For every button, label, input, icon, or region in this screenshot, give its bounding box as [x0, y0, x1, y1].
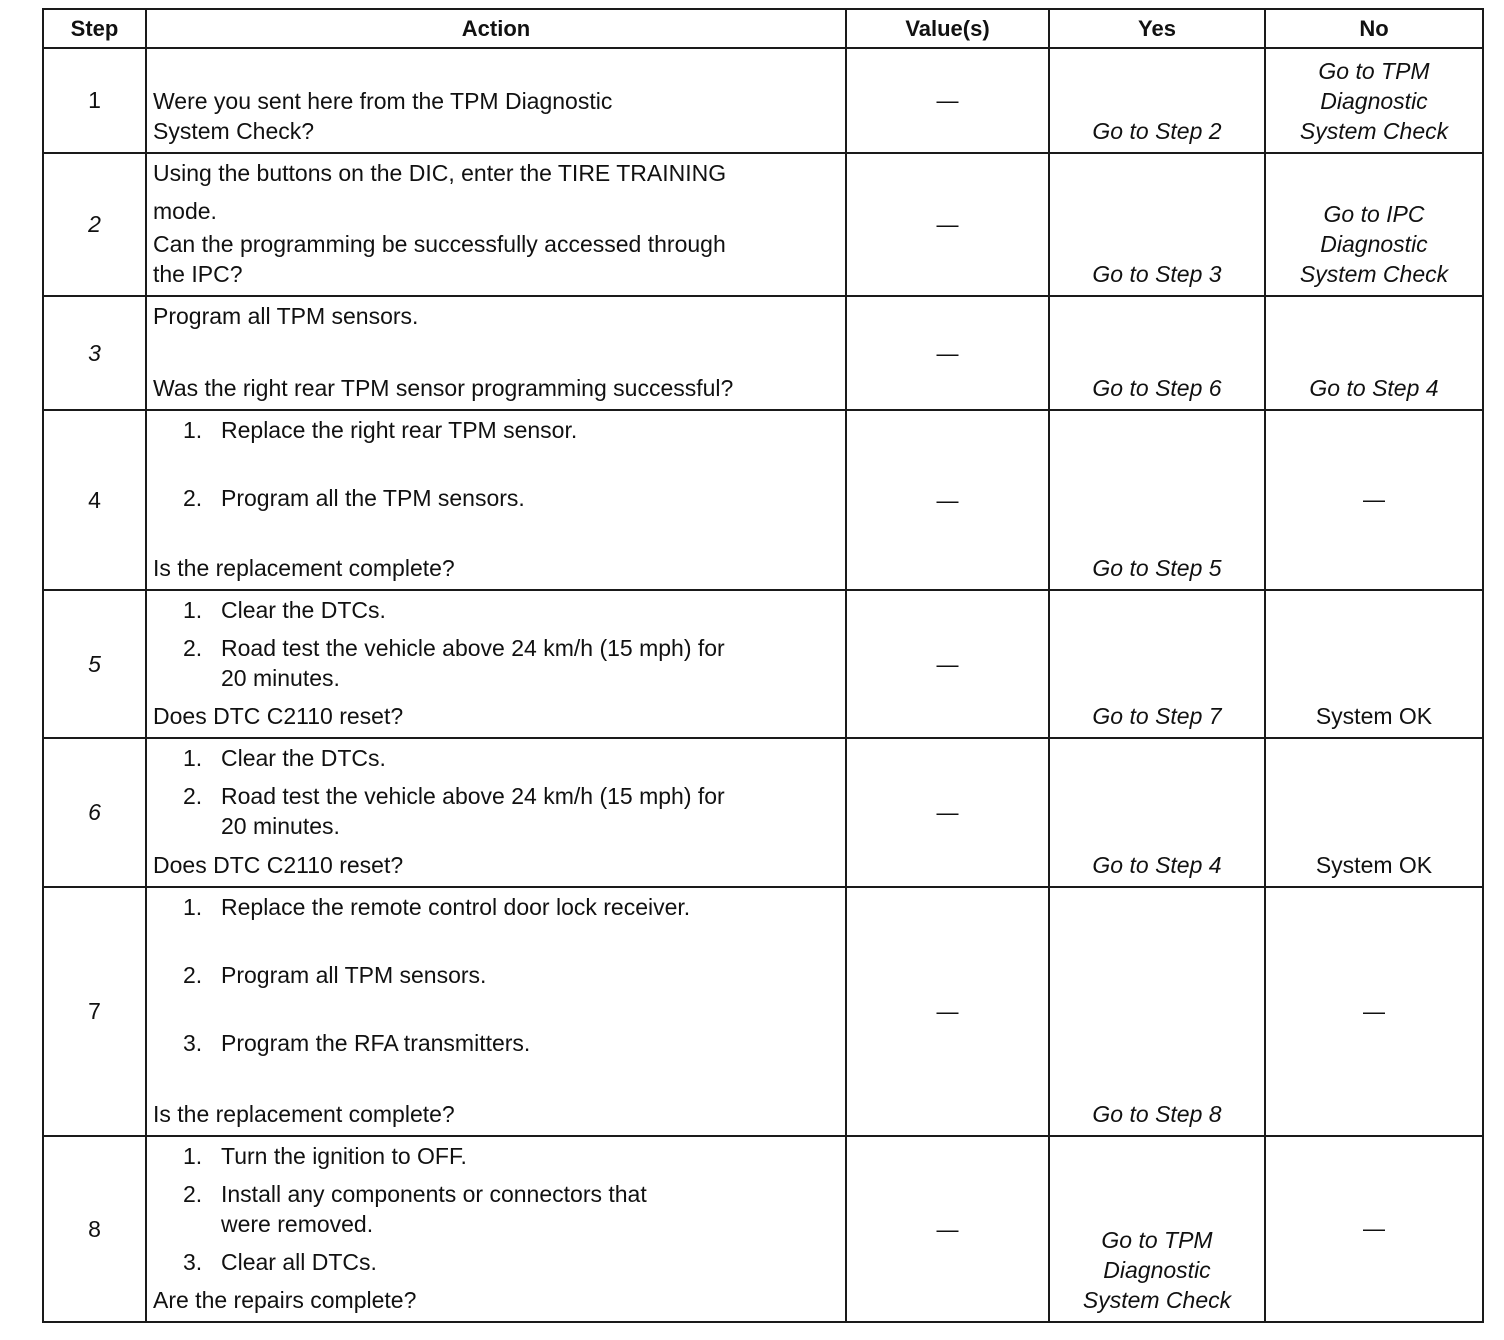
yes-content [1050, 411, 1264, 589]
yes-cell [1049, 887, 1265, 1136]
action-step [153, 415, 839, 445]
no-content [1266, 297, 1482, 409]
action-text: Using the buttons on the DIC, enter the TIRE TRAINING [153, 160, 727, 186]
yes-link[interactable]: System Check [1082, 1287, 1232, 1313]
action-top [153, 158, 839, 226]
value-cell [846, 590, 1049, 738]
header-row [43, 9, 1483, 48]
value-text: — [936, 88, 959, 113]
value-text: — [936, 340, 959, 366]
header-no: No [1265, 9, 1483, 48]
no-content [1266, 888, 1482, 1135]
step-number: 1 [88, 87, 101, 113]
step-cell [43, 153, 146, 296]
action-question [153, 373, 839, 403]
action-cell [146, 887, 846, 1136]
action-step-line [153, 1028, 839, 1058]
yes-cell [1049, 410, 1265, 590]
yes-cell [1049, 153, 1265, 296]
no-text: — [1363, 487, 1385, 512]
action-top [153, 892, 839, 1058]
yes-link[interactable]: Go to Step 2 [1092, 118, 1222, 144]
no-link[interactable]: System Check [1299, 261, 1449, 287]
action-step [153, 1179, 839, 1239]
value-text: — [936, 651, 959, 677]
table-row [43, 1136, 1483, 1322]
step-number: 8 [88, 1215, 101, 1242]
yes-cell [1049, 48, 1265, 153]
action-step-line [153, 1247, 839, 1277]
step-index: 1. [183, 597, 203, 623]
action-text: Is the replacement complete? [153, 1101, 455, 1127]
action-step [153, 1028, 839, 1058]
value-cell [846, 296, 1049, 410]
step-text: Road test the vehicle above 24 km/h (15 mph) for [221, 783, 725, 809]
action-step-line [153, 781, 839, 811]
header-yes: Yes [1049, 9, 1265, 48]
action-text: Can the programming be successfully accessed through [153, 231, 726, 257]
value-cell [846, 153, 1049, 296]
yes-cell [1049, 296, 1265, 410]
action-content [147, 154, 845, 295]
step-index: 2. [183, 962, 203, 988]
no-cell [1265, 590, 1483, 738]
diagnostic-table [42, 8, 1484, 1323]
action-top [153, 301, 839, 331]
step-cell [43, 410, 146, 590]
yes-cell [1049, 590, 1265, 738]
action-content [147, 888, 845, 1135]
value-text: — [936, 800, 959, 825]
step-text: 20 minutes. [221, 813, 340, 839]
action-step-line [153, 1141, 839, 1171]
step-cell [43, 887, 146, 1136]
step-index: 3. [183, 1249, 203, 1275]
action-text: Is the replacement complete? [153, 555, 455, 581]
action-text: Were you sent here from the TPM Diagnostic [153, 88, 613, 114]
step-text: Program the RFA transmitters. [221, 1030, 531, 1056]
no-content [1266, 49, 1482, 152]
action-text: Does DTC C2110 reset? [153, 852, 404, 878]
value-text: — [936, 212, 959, 237]
table-row [43, 296, 1483, 410]
yes-content [1050, 739, 1264, 886]
no-link[interactable]: Go to Step 4 [1309, 375, 1439, 401]
action-step-line [153, 1179, 839, 1209]
step-text: Clear all DTCs. [221, 1249, 377, 1275]
step-number: 3 [88, 339, 101, 366]
step-index: 2. [183, 635, 203, 661]
value-text: — [936, 999, 959, 1024]
header-values: Value(s) [846, 9, 1049, 48]
step-text: Program all TPM sensors. [221, 962, 487, 988]
step-index: 3. [183, 1030, 203, 1056]
action-step [153, 781, 839, 841]
no-content [1266, 739, 1482, 886]
step-index: 1. [183, 417, 203, 443]
table-row [43, 738, 1483, 887]
action-text: Does DTC C2110 reset? [153, 703, 404, 729]
yes-content [1050, 154, 1264, 295]
value-cell [846, 48, 1049, 153]
yes-content [1050, 591, 1264, 737]
table-row [43, 48, 1483, 153]
step-text: Replace the remote control door lock receiver. [221, 894, 691, 920]
step-number: 6 [88, 799, 101, 825]
step-number: 4 [88, 486, 101, 513]
action-top [153, 743, 839, 841]
step-text: Program all the TPM sensors. [221, 485, 525, 511]
yes-link[interactable]: Go to Step 7 [1092, 703, 1222, 729]
action-cell [146, 48, 846, 153]
step-index: 1. [183, 894, 203, 920]
step-cell [43, 590, 146, 738]
step-index: 1. [183, 745, 203, 771]
action-top [153, 1141, 839, 1277]
value-cell [846, 410, 1049, 590]
yes-link[interactable]: Diagnostic [1103, 1257, 1211, 1283]
value-cell [846, 1136, 1049, 1322]
no-link[interactable]: System Check [1299, 118, 1449, 144]
action-cell [146, 590, 846, 738]
header-action: Action [146, 9, 846, 48]
no-cell [1265, 887, 1483, 1136]
no-cell [1265, 153, 1483, 296]
no-cell [1265, 48, 1483, 153]
value-text: — [936, 487, 959, 513]
no-link[interactable]: Diagnostic [1320, 231, 1428, 257]
step-text: Install any components or connectors that [221, 1181, 647, 1207]
action-text: mode. [153, 198, 217, 224]
step-text: Replace the right rear TPM sensor. [221, 417, 578, 443]
table-row [43, 887, 1483, 1136]
action-step [153, 1141, 839, 1171]
action-top [153, 415, 839, 513]
action-text: System Check? [153, 118, 315, 144]
action-question [153, 86, 839, 146]
step-text: Clear the DTCs. [221, 597, 386, 623]
action-step-line [153, 960, 839, 990]
action-step-line [153, 663, 839, 693]
action-content [147, 1137, 845, 1321]
no-link[interactable]: Go to IPC [1323, 201, 1425, 227]
yes-link[interactable]: Go to Step 8 [1092, 1101, 1222, 1127]
no-link[interactable]: Go to TPM [1318, 58, 1430, 84]
action-step [153, 743, 839, 773]
yes-link[interactable]: Go to Step 3 [1092, 261, 1222, 287]
no-text: System OK [1315, 703, 1433, 729]
action-content [147, 739, 845, 886]
action-step-line [153, 415, 839, 445]
step-index: 1. [183, 1143, 203, 1169]
yes-link[interactable]: Go to TPM [1101, 1227, 1213, 1253]
step-text: Road test the vehicle above 24 km/h (15 mph) for [221, 635, 725, 661]
action-cell [146, 296, 846, 410]
no-cell [1265, 296, 1483, 410]
step-cell [43, 738, 146, 887]
action-step [153, 1247, 839, 1277]
value-text: — [936, 1216, 959, 1242]
yes-cell [1049, 1136, 1265, 1322]
action-step-line [153, 1209, 839, 1239]
no-content [1266, 411, 1482, 589]
action-content [147, 297, 845, 409]
action-question [153, 229, 839, 289]
action-question [153, 1285, 839, 1315]
step-cell [43, 1136, 146, 1322]
no-cell [1265, 738, 1483, 887]
no-text: — [1363, 998, 1385, 1024]
step-text: Turn the ignition to OFF. [221, 1143, 467, 1169]
action-text: Was the right rear TPM sensor programming successful? [153, 375, 734, 401]
value-cell [846, 738, 1049, 887]
yes-content [1050, 888, 1264, 1135]
step-number: 7 [88, 998, 101, 1024]
action-top [153, 595, 839, 693]
action-cell [146, 738, 846, 887]
step-text: Clear the DTCs. [221, 745, 386, 771]
step-number: 5 [88, 650, 101, 677]
table-row [43, 590, 1483, 738]
action-question [153, 701, 839, 731]
step-index: 2. [183, 783, 203, 809]
action-text: the IPC? [153, 261, 243, 287]
table-body [43, 48, 1483, 1322]
header-step: Step [43, 9, 146, 48]
action-step [153, 633, 839, 693]
action-question [153, 850, 839, 880]
no-content [1266, 1137, 1482, 1321]
no-link[interactable]: Diagnostic [1320, 88, 1428, 114]
action-content [147, 49, 845, 152]
no-text: System OK [1315, 852, 1433, 878]
yes-link[interactable]: Go to Step 6 [1092, 375, 1222, 401]
table-row [43, 153, 1483, 296]
step-text: were removed. [221, 1211, 374, 1237]
no-cell [1265, 1136, 1483, 1322]
action-step-line [153, 633, 839, 663]
action-content [147, 591, 845, 737]
action-step-line [153, 811, 839, 841]
step-cell [43, 48, 146, 153]
action-cell [146, 1136, 846, 1322]
action-text: Program all TPM sensors. [153, 303, 419, 329]
step-index: 2. [183, 485, 203, 511]
step-cell [43, 296, 146, 410]
action-step [153, 960, 839, 990]
action-question [153, 1099, 839, 1129]
action-question [153, 553, 839, 583]
no-cell [1265, 410, 1483, 590]
yes-content [1050, 1137, 1264, 1321]
action-step [153, 483, 839, 513]
action-step [153, 892, 839, 922]
table-row [43, 410, 1483, 590]
yes-content [1050, 297, 1264, 409]
action-text: Are the repairs complete? [153, 1287, 417, 1313]
action-step-line [153, 743, 839, 773]
action-step-line [153, 892, 839, 922]
no-content [1266, 591, 1482, 737]
step-text: 20 minutes. [221, 665, 340, 691]
action-step-line [153, 595, 839, 625]
yes-cell [1049, 738, 1265, 887]
no-text: — [1363, 1216, 1385, 1241]
action-cell [146, 153, 846, 296]
value-cell [846, 887, 1049, 1136]
action-step-line [153, 483, 839, 513]
action-content [147, 411, 845, 589]
no-content [1266, 154, 1482, 295]
yes-link[interactable]: Go to Step 4 [1092, 852, 1222, 878]
action-step [153, 595, 839, 625]
step-index: 2. [183, 1181, 203, 1207]
yes-link[interactable]: Go to Step 5 [1092, 555, 1222, 581]
yes-content [1050, 49, 1264, 152]
action-cell [146, 410, 846, 590]
step-number: 2 [88, 211, 101, 237]
